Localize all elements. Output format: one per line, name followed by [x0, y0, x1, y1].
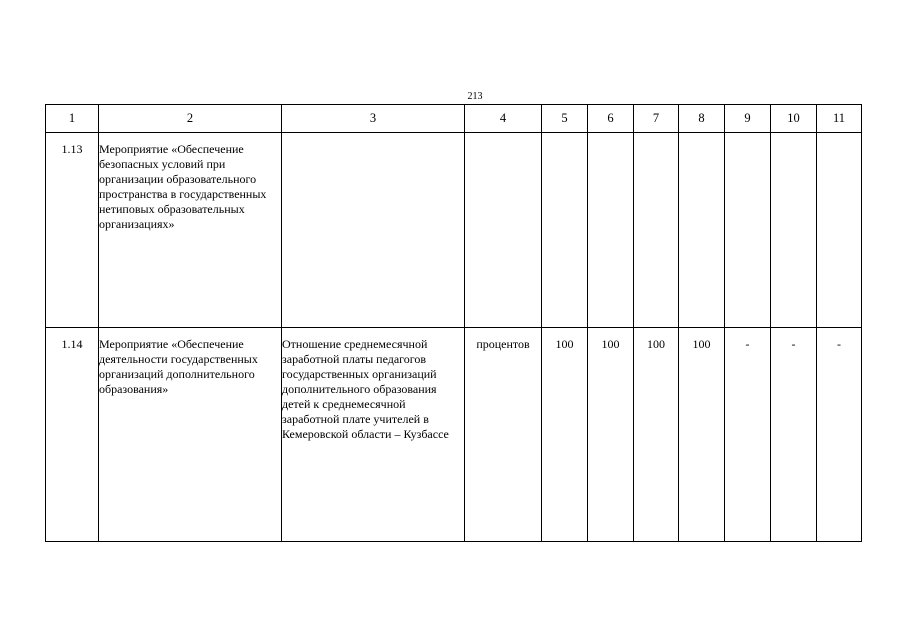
value-cell: - [725, 328, 771, 542]
column-header: 8 [679, 105, 725, 133]
column-header: 4 [465, 105, 542, 133]
event-cell: Мероприятие «Обеспечение безопасных условий при организации образовательного пространства в государственных нетиповых образовательных организациях» [99, 133, 282, 328]
unit-cell: процентов [465, 328, 542, 542]
value-cell [588, 133, 634, 328]
table-row [46, 133, 862, 328]
value-cell: 100 [634, 328, 679, 542]
data-table [45, 104, 862, 542]
column-header: 1 [46, 105, 99, 133]
event-cell: Мероприятие «Обеспечение деятельности государственных организаций дополнительного образования» [99, 328, 282, 542]
value-cell [542, 133, 588, 328]
indicator-cell: Отношение среднемесячной заработной платы педагогов государственных организаций дополнительного образования детей к среднемесячной заработной плате учителей в Кемеровской области – Кузбассе [282, 328, 465, 542]
column-header: 10 [771, 105, 817, 133]
value-cell: 100 [588, 328, 634, 542]
table-row [46, 328, 862, 542]
value-cell [634, 133, 679, 328]
value-cell: 100 [679, 328, 725, 542]
column-header: 11 [817, 105, 862, 133]
table-header-row [46, 105, 862, 133]
value-cell: 100 [542, 328, 588, 542]
column-header: 9 [725, 105, 771, 133]
value-cell: - [771, 328, 817, 542]
page-number: 213 [467, 91, 483, 102]
unit-cell [465, 133, 542, 328]
column-header: 2 [99, 105, 282, 133]
column-header: 7 [634, 105, 679, 133]
row-number: 1.13 [46, 133, 99, 328]
value-cell [725, 133, 771, 328]
value-cell [679, 133, 725, 328]
indicator-cell [282, 133, 465, 328]
column-header: 5 [542, 105, 588, 133]
column-header: 6 [588, 105, 634, 133]
value-cell: - [817, 328, 862, 542]
row-number: 1.14 [46, 328, 99, 542]
value-cell [771, 133, 817, 328]
value-cell [817, 133, 862, 328]
column-header: 3 [282, 105, 465, 133]
